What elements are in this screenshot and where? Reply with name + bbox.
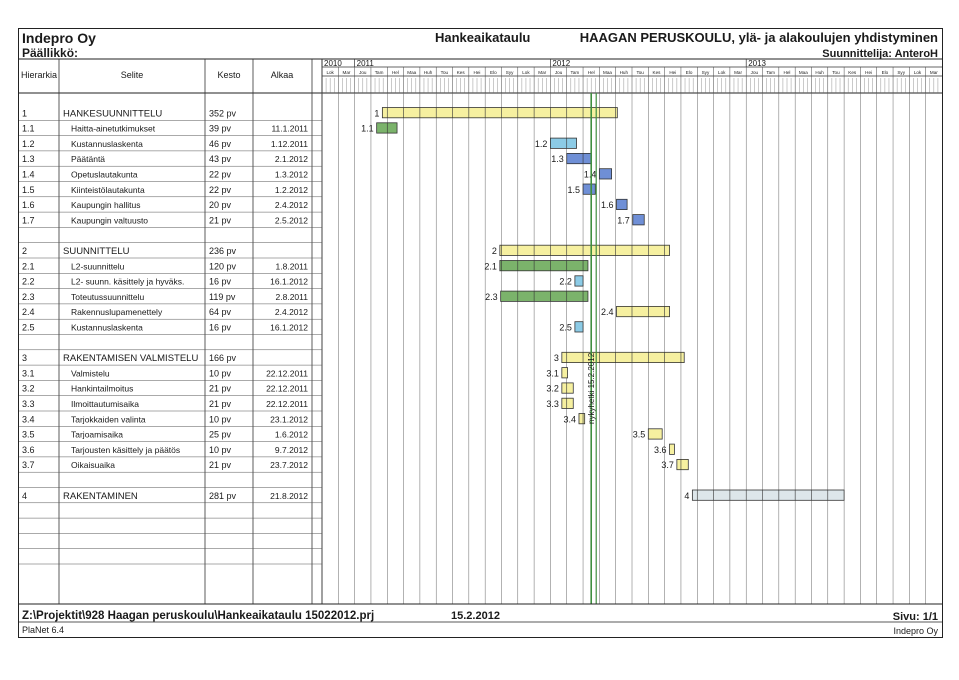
row-hierarchy: 3.2 [22,383,35,394]
row-hierarchy: 2.4 [22,307,35,318]
row-duration: 119 pv [209,291,236,302]
row-start-date: 22.12.2011 [266,368,308,379]
print-date: 15.2.2012 [451,610,500,622]
year-label: 2013 [748,59,767,68]
row-hierarchy: 1.2 [22,138,35,149]
gantt-bar-label: 2.1 [484,261,497,272]
row-duration: 10 pv [209,368,232,379]
row-duration: 10 pv [209,444,232,455]
gantt-bar-label: 1.1 [361,123,374,134]
gantt-bar [562,398,573,408]
month-label: Mar [929,70,938,75]
row-duration: 64 pv [209,307,232,318]
month-label: Kes [456,70,465,75]
month-label: Huh [619,70,629,75]
row-description: Rakennuslupamenettely [71,307,163,318]
year-label: 2011 [356,59,374,68]
row-hierarchy: 3.5 [22,429,35,440]
gantt-bar [633,215,644,225]
month-label: Jou [750,70,759,75]
row-duration: 10 pv [209,414,232,425]
gantt-bar [382,108,617,118]
gantt-bar-label: 1.5 [567,184,581,195]
row-start-date: 9.7.2012 [274,444,308,455]
row-hierarchy: 4 [22,490,28,501]
gantt-bar-label: 2.5 [559,322,572,333]
row-start-date: 11.1.2011 [271,123,308,134]
today-label: nykyhetki 15.2.2012 [587,352,597,424]
row-duration: 120 pv [209,261,237,272]
gantt-bar [567,153,591,163]
document-type: Hankeaikataulu [435,30,531,45]
row-hierarchy: 2.1 [22,261,35,272]
month-label: Hel [391,70,399,75]
gantt-bar [617,199,628,209]
gantt-bar-label: 3.7 [661,460,674,471]
row-duration: 16 pv [209,322,232,333]
row-start-date: 22.12.2011 [266,383,308,394]
gantt-bar [500,261,588,271]
year-label: 2012 [552,59,571,68]
row-start-date: 16.1.2012 [270,322,308,333]
row-hierarchy: 2 [22,246,28,256]
month-label: Lok [522,70,530,75]
gantt-bar [562,368,568,378]
gantt-bar-label: 3.1 [546,368,559,379]
row-hierarchy: 1 [22,108,28,119]
row-description: Ilmoittautumisaika [71,399,140,409]
row-duration: 20 pv [209,200,232,211]
row-start-date: 23.1.2012 [270,414,308,425]
gantt-bar [692,490,844,500]
gantt-bar [501,291,588,301]
project-title: HAAGAN PERUSKOULU, ylä- ja alakoulujen yhdistyminen [579,30,938,45]
month-label: Tou [636,70,644,75]
gantt-bar [583,184,595,194]
month-label: Maa [603,70,612,75]
footer-company: Indepro Oy [893,626,938,636]
row-hierarchy: 3.4 [22,414,35,425]
row-hierarchy: 3.7 [22,460,35,471]
row-duration: 166 pv [209,353,237,364]
row-description: Tarjousten käsittely ja päätös [71,444,181,455]
gantt-bar [670,444,675,454]
gantt-bar-label: 3.4 [563,414,576,425]
month-label: Tam [570,70,580,75]
month-label: Kes [652,70,661,75]
page-number: Sivu: 1/1 [892,611,938,623]
month-label: Elo [489,70,497,75]
gantt-bar-label: 2.3 [485,291,498,302]
month-label: Hei [473,70,481,75]
row-start-date: 1.8.2011 [275,261,308,272]
row-start-date: 1.3.2012 [274,169,308,180]
month-label: Tou [440,70,449,75]
row-start-date: 22.12.2011 [266,399,308,409]
row-hierarchy: 2.3 [22,291,35,302]
month-label: Tam [374,70,384,75]
row-duration: 43 pv [209,154,232,165]
row-start-date: 1.2.2012 [274,184,308,195]
gantt-bar-label: 1 [374,108,380,119]
month-label: Hei [669,70,677,75]
row-description: SUUNNITTELU [63,246,130,257]
row-hierarchy: 1.4 [22,169,35,180]
month-label: Lok [913,70,922,75]
gantt-bar [617,306,670,316]
month-label: Huh [423,70,433,75]
row-description: L2-suunnittelu [71,261,125,272]
row-description: Haitta-ainetutkimukset [71,123,156,134]
row-duration: 236 pv [209,246,237,256]
row-start-date: 2.1.2012 [274,154,308,165]
row-start-date: 1.6.2012 [274,429,308,440]
row-hierarchy: 3.1 [22,368,35,379]
row-description: RAKENTAMISEN VALMISTELU [63,353,199,365]
row-description: HANKESUUNNITTELU [63,108,163,120]
gantt-bar [377,123,397,133]
month-label: Mar [538,70,547,75]
gantt-bar-label: 2.2 [559,276,572,287]
row-hierarchy: 3 [22,353,28,364]
month-label: Syy [897,70,906,75]
gantt-bar [579,414,585,424]
month-label: Hei [865,70,873,75]
row-start-date: 2.5.2012 [274,215,308,226]
gantt-bar-label: 1.2 [534,138,548,149]
row-duration: 21 pv [209,215,232,226]
row-description: Toteutussuunnittelu [71,291,145,302]
planner-label: Suunnittelija: AnteroH [822,48,938,60]
row-start-date: 2.8.2011 [275,291,308,302]
row-description: Kiinteistölautakunta [71,184,145,195]
month-label: Mar [342,70,351,75]
column-header-description: Selite [120,70,144,80]
row-duration: 21 pv [209,383,232,394]
gantt-bar [500,245,670,255]
gantt-bar [562,383,573,393]
gantt-bar [677,459,688,469]
row-duration: 281 pv [209,490,237,501]
gantt-bar-label: 1.4 [583,169,597,180]
column-header-start: Alkaa [270,70,294,80]
gantt-bar [575,322,583,332]
row-description: Kustannuslaskenta [71,138,143,149]
row-duration: 21 pv [209,460,232,471]
row-description: Hankintailmoitus [71,383,134,394]
row-hierarchy: 1.1 [22,123,35,134]
gantt-bar [599,169,611,179]
row-duration: 352 pv [209,108,237,119]
month-label: Mar [734,70,743,75]
gantt-bar-label: 1.6 [600,200,614,211]
month-label: Tou [832,70,840,75]
row-hierarchy: 1.6 [22,200,35,211]
gantt-bar [550,138,576,148]
month-label: Maa [407,70,417,75]
gantt-bar-label: 1.3 [551,154,564,165]
row-start-date: 16.1.2012 [270,276,308,287]
row-start-date: 23.7.2012 [270,460,308,471]
month-label: Huh [815,70,824,75]
row-duration: 22 pv [209,169,232,180]
row-start-date: 2.4.2012 [274,307,308,318]
gantt-bar-label: 1.7 [617,215,630,226]
row-description: Päätäntä [71,154,106,165]
row-description: Opetuslautakunta [71,169,138,180]
gantt-bar [575,276,583,286]
row-start-date: 1.12.2011 [270,138,308,149]
row-description: Valmistelu [71,368,110,379]
gantt-bar-label: 2 [491,246,497,256]
column-header-hierarchy: Hierarkia [20,70,58,80]
row-hierarchy: 3.3 [22,399,35,409]
gantt-bar [648,429,662,439]
month-label: Syy [505,70,514,75]
month-label: Jou [554,70,563,75]
gantt-bar-label: 3.5 [632,429,646,440]
row-duration: 25 pv [209,429,232,440]
row-description: Tarjokkaiden valinta [71,414,146,425]
gantt-bar [562,352,684,362]
gantt-chart [19,29,942,637]
month-label: Elo [881,70,889,75]
row-duration: 21 pv [209,399,232,409]
month-label: Lok [718,70,726,75]
gantt-bar-label: 3 [553,353,559,364]
company-name: Indepro Oy [22,30,96,46]
row-hierarchy: 2.5 [22,322,35,333]
gantt-bar-label: 3.2 [546,383,559,394]
row-duration: 16 pv [209,276,232,287]
row-hierarchy: 1.5 [22,184,35,195]
row-description: Kaupungin valtuusto [71,215,149,226]
row-description: Oikaisuaika [71,460,115,471]
column-header-duration: Kesto [217,70,241,80]
year-label: 2010 [324,59,342,68]
row-hierarchy: 2.2 [22,276,35,287]
row-duration: 46 pv [209,138,232,149]
gantt-bar-label: 4 [684,490,690,501]
month-label: Hel [783,70,791,75]
month-label: Maa [798,70,808,75]
row-description: RAKENTAMINEN [63,490,138,502]
month-label: Elo [685,70,693,75]
row-description: L2- suunn. käsittely ja hyväks. [71,276,185,287]
row-description: Kaupungin hallitus [71,200,141,211]
month-label: Kes [848,70,857,75]
row-start-date: 2.4.2012 [274,200,308,211]
month-label: Hel [587,70,595,75]
row-hierarchy: 3.6 [22,444,35,455]
month-label: Lok [326,70,334,75]
row-description: Tarjoamisaika [71,429,123,440]
month-label: Tam [766,70,776,75]
file-path: Z:\Projektit\928 Haagan peruskoulu\Hankeaikataulu 15022012.prj [22,610,375,622]
gantt-bar-label: 3.6 [654,444,667,455]
row-start-date: 21.8.2012 [270,490,308,501]
row-duration: 39 pv [209,123,232,134]
schedule-sheet [18,28,943,638]
row-hierarchy: 1.7 [22,215,35,226]
application-name: PlaNet 6.4 [22,625,65,635]
row-hierarchy: 1.3 [22,154,35,165]
gantt-bar-label: 2.4 [600,307,614,318]
row-duration: 22 pv [209,184,232,195]
gantt-bar-label: 3.3 [546,399,559,409]
manager-label: Päällikkö: [22,46,79,60]
month-label: Syy [701,70,710,75]
row-description: Kustannuslaskenta [71,322,143,333]
month-label: Jou [359,70,367,75]
